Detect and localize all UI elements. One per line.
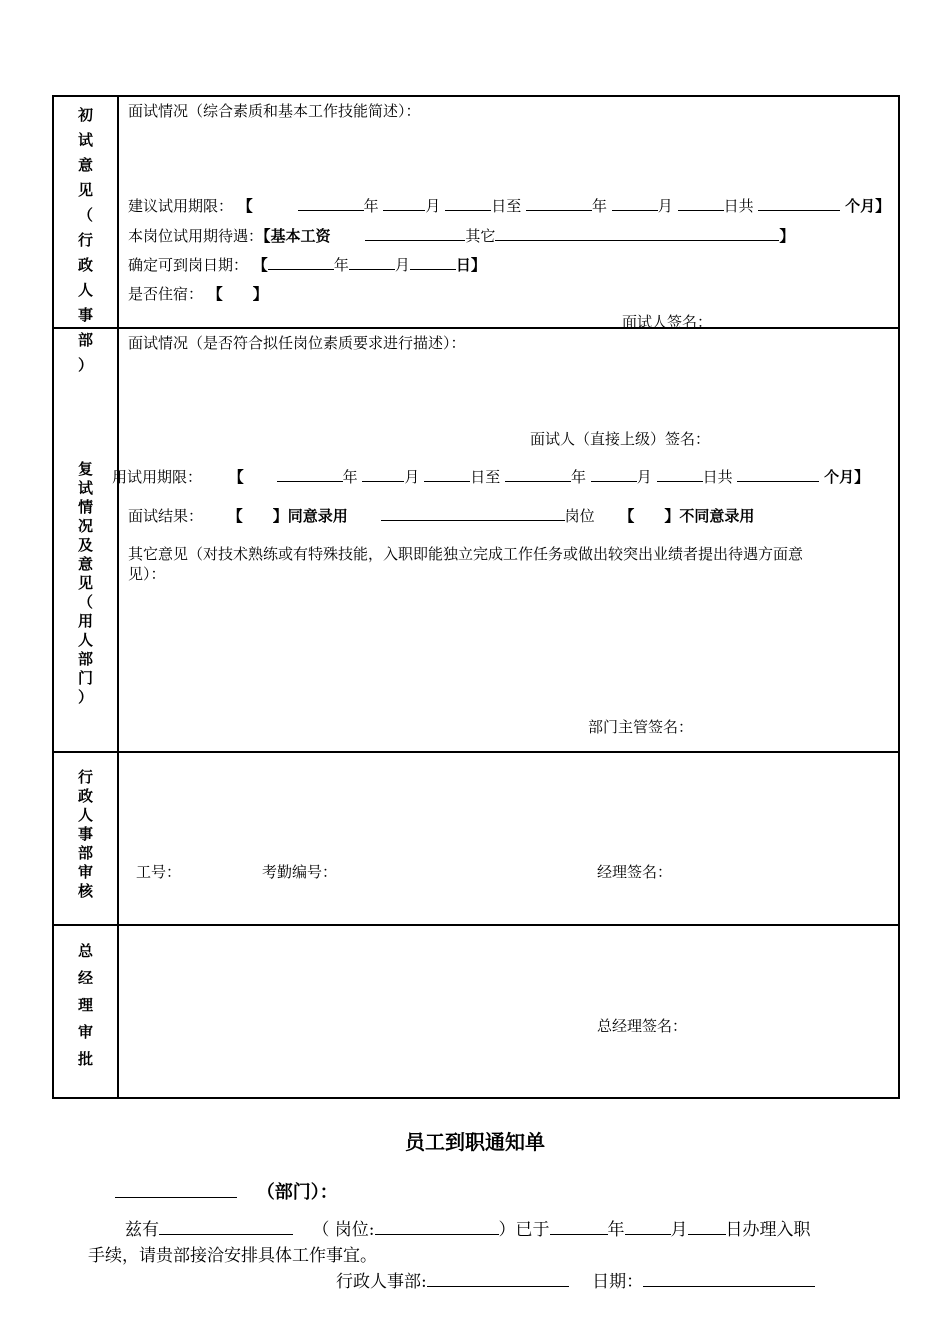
year-label: 年 bbox=[333, 256, 349, 274]
month-blank[interactable] bbox=[362, 466, 404, 482]
notice-footer bbox=[336, 1267, 815, 1292]
salary-other-blank[interactable] bbox=[495, 225, 779, 241]
salary-blank[interactable] bbox=[365, 225, 465, 241]
side-label-char: 试 bbox=[77, 479, 93, 497]
second-signature: 面试人（直接上级）签名： bbox=[530, 430, 711, 448]
salary-label: 本岗位试用期待遇： bbox=[128, 227, 264, 245]
salary-bracket: 【基本工资 bbox=[263, 227, 331, 245]
side-label-char: 事 bbox=[77, 825, 93, 843]
side-label-char: 人 bbox=[77, 631, 93, 649]
other-opinion: 其它意见（对技术熟练或有特殊技能，入职即能独立完成工作任务或做出较突出业绩者提出待遇方面意 bbox=[128, 545, 804, 563]
side-label-char: 部 bbox=[77, 331, 93, 349]
initial-signature: 面试人签名： bbox=[622, 313, 713, 331]
year-blank[interactable] bbox=[526, 195, 592, 211]
salary-other-label: 其它 bbox=[465, 227, 496, 245]
side-label-char: 政 bbox=[77, 256, 93, 274]
year-blank[interactable] bbox=[298, 195, 364, 211]
day-blank[interactable] bbox=[445, 195, 491, 211]
row-divider bbox=[52, 924, 900, 926]
notice-line2: 手续，请贵部接洽安排具体工作事宜。 bbox=[88, 1246, 377, 1266]
side-label-char: 审 bbox=[77, 1023, 93, 1041]
year-blank[interactable] bbox=[550, 1217, 608, 1235]
side-label-char: 理 bbox=[77, 996, 93, 1014]
months-blank[interactable] bbox=[758, 195, 840, 211]
column-divider bbox=[117, 95, 119, 1099]
side-label-char: 见 bbox=[77, 181, 93, 199]
initial-assessment: 面试情况（综合素质和基本工作技能简述）： bbox=[128, 102, 421, 120]
side-label-char: （ bbox=[77, 593, 93, 611]
disagree-checkbox[interactable]: 【 】不同意录用 bbox=[619, 507, 755, 525]
attendance-id-label: 考勤编号： bbox=[262, 863, 338, 881]
side-label-char: 初 bbox=[77, 106, 93, 124]
side-label-char: 行 bbox=[77, 231, 93, 249]
months-blank[interactable] bbox=[737, 466, 819, 482]
side-label-char: 事 bbox=[77, 306, 93, 324]
month-blank[interactable] bbox=[383, 195, 425, 211]
hr-manager-signature: 经理签名： bbox=[597, 863, 673, 881]
dept-manager-signature: 部门主管签名： bbox=[588, 718, 694, 736]
notice-line1 bbox=[125, 1215, 811, 1240]
dept-label: （部门）： bbox=[256, 1182, 338, 1203]
row-divider bbox=[52, 751, 900, 753]
position-label: 岗位 bbox=[564, 507, 595, 525]
year-label: 年 bbox=[591, 197, 607, 215]
side-label-char: ） bbox=[77, 688, 93, 706]
lodging-label: 是否住宿： bbox=[128, 285, 204, 303]
initial-report-row bbox=[128, 254, 486, 275]
side-label-second bbox=[54, 462, 117, 709]
year-blank[interactable] bbox=[277, 466, 343, 482]
month-blank[interactable] bbox=[625, 1217, 671, 1235]
month-label: 月 bbox=[404, 468, 420, 486]
initial-trial-row bbox=[128, 195, 890, 216]
side-label-char: 批 bbox=[77, 1050, 93, 1068]
notice-text: （ 岗位: bbox=[312, 1220, 375, 1240]
day-label: 日至 bbox=[491, 197, 522, 215]
side-label-char: 部 bbox=[77, 650, 93, 668]
side-label-char: 部 bbox=[77, 844, 93, 862]
side-label-hr-review bbox=[54, 770, 117, 903]
day-label: 日共 bbox=[723, 197, 754, 215]
side-label-char: 总 bbox=[77, 942, 93, 960]
side-label-char: 经 bbox=[77, 969, 93, 987]
bracket: 【 bbox=[252, 256, 268, 274]
side-label-char: 门 bbox=[77, 669, 93, 687]
notice-title: 员工到职通知单 bbox=[405, 1130, 545, 1154]
day-label: 日共 bbox=[702, 468, 733, 486]
position-blank[interactable] bbox=[375, 1217, 499, 1235]
employee-id-label: 工号： bbox=[136, 863, 182, 881]
side-label-char: 意 bbox=[77, 555, 93, 573]
side-label-char: 政 bbox=[77, 787, 93, 805]
trial-label: 建议试用期限： bbox=[128, 197, 234, 215]
months-label: 个月】 bbox=[845, 197, 891, 215]
side-label-char: 试 bbox=[77, 131, 93, 149]
side-label-char: 用 bbox=[77, 612, 93, 630]
year-label: 年 bbox=[570, 468, 586, 486]
side-label-char: 审 bbox=[77, 863, 93, 881]
side-label-char: 人 bbox=[77, 806, 93, 824]
side-label-char: 见 bbox=[77, 574, 93, 592]
bracket: 【 bbox=[228, 468, 244, 486]
month-label: 月 bbox=[636, 468, 652, 486]
lodging-checkbox[interactable]: 【 】 bbox=[207, 285, 268, 303]
result-label: 面试结果： bbox=[128, 507, 204, 525]
year-label: 年 bbox=[363, 197, 379, 215]
second-result-row bbox=[128, 505, 754, 526]
day-blank[interactable] bbox=[424, 466, 470, 482]
month-label: 月 bbox=[657, 197, 673, 215]
day-blank[interactable] bbox=[657, 466, 703, 482]
month-label: 月 bbox=[425, 197, 441, 215]
side-label-initial bbox=[54, 108, 117, 383]
side-label-char: 行 bbox=[77, 768, 93, 786]
side-label-char: 及 bbox=[77, 536, 93, 554]
day-label: 日至 bbox=[470, 468, 501, 486]
month-blank[interactable] bbox=[612, 195, 658, 211]
month-label: 月 bbox=[670, 1220, 688, 1240]
side-label-gm bbox=[54, 944, 117, 1079]
year-label: 年 bbox=[342, 468, 358, 486]
row-divider bbox=[52, 327, 900, 329]
bracket: 【 bbox=[237, 197, 253, 215]
side-label-char: 意 bbox=[77, 156, 93, 174]
date-label: 日期： bbox=[592, 1272, 644, 1292]
side-label-char: 复 bbox=[77, 460, 93, 478]
side-label-char: ） bbox=[77, 356, 93, 374]
side-label-char: 况 bbox=[77, 517, 93, 535]
side-label-char: 核 bbox=[77, 882, 93, 900]
month-blank[interactable] bbox=[591, 466, 637, 482]
year-label: 年 bbox=[607, 1220, 625, 1240]
gm-signature: 总经理签名： bbox=[597, 1017, 688, 1035]
month-label: 月 bbox=[394, 256, 410, 274]
date-blank[interactable] bbox=[643, 1269, 815, 1287]
other-opinion-continued: 见）： bbox=[128, 565, 166, 583]
notice-text: 日办理入职 bbox=[725, 1220, 811, 1240]
notice-dept-row bbox=[115, 1178, 338, 1204]
day-blank[interactable] bbox=[410, 254, 456, 270]
trial-label: 用试用期限： bbox=[112, 468, 203, 486]
months-label: 个月】 bbox=[824, 468, 870, 486]
side-label-char: （ bbox=[77, 206, 93, 224]
agree-checkbox[interactable]: 【 】同意录用 bbox=[227, 507, 348, 525]
day-blank[interactable] bbox=[688, 1217, 726, 1235]
second-assessment: 面试情况（是否符合拟任岗位素质要求进行描述）： bbox=[128, 334, 466, 352]
name-blank[interactable] bbox=[159, 1217, 293, 1235]
hr-dept-label: 行政人事部: bbox=[336, 1272, 427, 1292]
notice-text: ）已于 bbox=[498, 1220, 550, 1240]
month-blank[interactable] bbox=[349, 254, 395, 270]
report-label: 确定可到岗日期： bbox=[128, 256, 249, 274]
initial-lodging-row bbox=[128, 283, 268, 304]
side-label-char: 人 bbox=[77, 281, 93, 299]
year-blank[interactable] bbox=[268, 254, 334, 270]
position-blank[interactable] bbox=[381, 505, 565, 521]
initial-salary-row bbox=[128, 225, 794, 246]
hr-dept-blank[interactable] bbox=[427, 1269, 569, 1287]
day-label: 日】 bbox=[455, 256, 486, 274]
day-blank[interactable] bbox=[678, 195, 724, 211]
year-blank[interactable] bbox=[505, 466, 571, 482]
dept-blank[interactable] bbox=[115, 1179, 237, 1198]
second-trial-row bbox=[112, 466, 869, 487]
side-label-char: 情 bbox=[77, 498, 93, 516]
notice-text: 兹有 bbox=[125, 1220, 159, 1240]
salary-close: 】 bbox=[779, 227, 795, 245]
